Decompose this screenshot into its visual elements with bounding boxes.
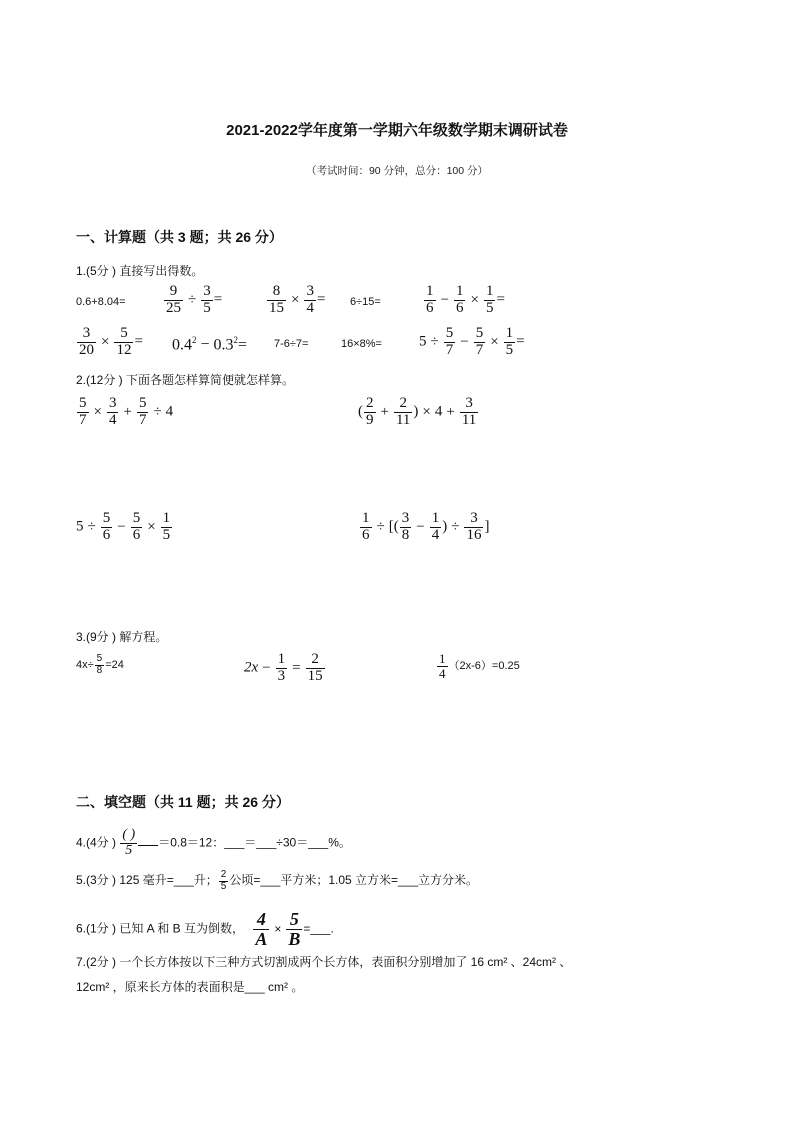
q2-expr-4: $\frac{1}{6}$ ÷ [( $\frac{3}{8}$ − $\frac{1}{4}$ ) ÷ $\frac{3}{16}$ ] [362, 510, 490, 543]
question-1-label: 1.(5分 ) 直接写出得数。 [76, 264, 204, 278]
q1-expr-6: $\frac{3}{20}$ × $\frac{5}{12}$ = [79, 325, 143, 358]
q1-expr-8: 7-6÷7= [274, 338, 309, 350]
q1-expr-10: 5 ÷ $\frac{5}{7}$ − $\frac{5}{7}$ × $\frac{1}{5}$ = [419, 325, 525, 358]
q3-equation-2: 2x − $\frac{1}{3}$ = $\frac{2}{15}$ [244, 651, 323, 684]
q4-blank[interactable] [138, 833, 158, 846]
question-7-line-1: 7.(2分 ) 一个长方体按以下三种方式切割成两个长方体，表面积分别增加了 16 cm² 、24cm² 、 [76, 955, 572, 969]
q1-expr-1: 0.6+8.04= [76, 296, 126, 308]
q1-expr-4: 6÷15= [350, 296, 381, 308]
q3-equation-1: 4x÷ $\frac{5}{8}$ =24 [76, 653, 124, 676]
question-2-label: 2.(12分 ) 下面各题怎样算简便就怎样算。 [76, 373, 295, 387]
q1-expr-2: $\frac{9}{25}$ ÷ $\frac{3}{5}$ = [166, 283, 223, 316]
q1-expr-5: $\frac{1}{6}$ − $\frac{1}{6}$ × $\frac{1}{5}$ = [426, 283, 505, 316]
question-5: 5.(3分 ) 125 毫升=___升； $\frac{2}{5}$ 公顷=___平方米；1.05 立方米=___立方分米。 [76, 869, 479, 892]
q2-expr-3: 5 ÷ $\frac{5}{6}$ − $\frac{5}{6}$ × $\frac{1}{5}$ [76, 510, 171, 543]
question-6: 6.(1分 ) 已知 A 和 B 互为倒数， $\frac{4}{A}$ × $\frac{5}{B}$ =___. [76, 909, 334, 949]
question-7-line-2: 12cm² ，原来长方体的表面积是___ cm² 。 [76, 980, 304, 994]
q1-expr-7: $0.4^2 - 0.3^2=$ [172, 335, 248, 354]
question-3-label: 3.(9分 ) 解方程。 [76, 630, 168, 644]
q2-expr-1: $\frac{5}{7}$ × $\frac{3}{4}$ + $\frac{5}{7}$ ÷ 4 [79, 395, 174, 428]
q2-expr-2: ( $\frac{2}{9}$ + $\frac{2}{11}$ ) × 4 + $\frac{3}{11}$ [358, 395, 477, 428]
section-heading-fill-in: 二、填空题（共 11 题；共 26 分） [76, 794, 290, 810]
question-4: 4.(4分 ) ( ) 5 ＝0.8＝12：___＝___÷30＝___%。 [76, 827, 351, 858]
exam-info: （考试时间：90 分钟，总分：100 分） [305, 165, 489, 177]
q1-expr-9: 16×8%= [341, 338, 382, 350]
q3-equation-3: $\frac{1}{4}$ （2x-6）=0.25 [439, 651, 520, 681]
page-title: 2021-2022学年度第一学期六年级数学期末调研试卷 [226, 122, 568, 139]
section-heading-calculation: 一、计算题（共 3 题；共 26 分） [76, 229, 283, 245]
q1-expr-3: $\frac{8}{15}$ × $\frac{3}{4}$ = [269, 283, 326, 316]
